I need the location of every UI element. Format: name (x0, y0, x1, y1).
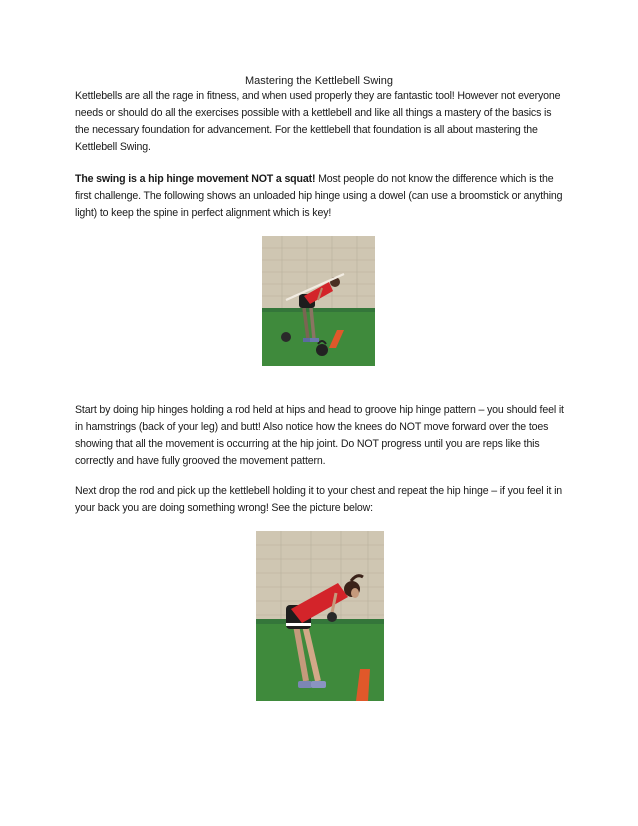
hip-hinge-emphasis: The swing is a hip hinge movement NOT a squat! (75, 173, 316, 185)
paragraph-rod-instructions: Start by doing hip hinges holding a rod held at hips and head to groove hip hinge pattern – you should feel it in hamstrings (back of your leg) and butt! Also notice how the knees do NOT move forward over the toes showing that all the movement is occurring at the hip joint. Do NOT progress until you are reps like this correctly and have fully grooved the movement pattern. (75, 404, 564, 467)
paragraph-kettlebell-instructions: Next drop the rod and pick up the kettlebell holding it to your chest and repeat the hip hinge – if you feel it in your back you are doing something wrong! See the picture below: (75, 485, 563, 514)
hip-hinge-kettlebell-illustration (256, 531, 384, 701)
paragraph-intro: Kettlebells are all the rage in fitness, and when used properly they are fantastic tool! However not everyone needs or should do all the exercises possible with a kettlebell and like all things a mastery of the basics is the necessary foundation for advancement. For the kettlebell that foundation is all about mastering the Kettlebell Swing. (75, 90, 561, 153)
hip-hinge-dowel-illustration (262, 236, 375, 366)
hip-hinge-dowel-photo (262, 236, 375, 366)
document-title: Mastering the Kettlebell Swing (245, 75, 393, 87)
paragraph-hip-hinge (75, 171, 567, 222)
hip-hinge-kettlebell-photo (256, 531, 384, 701)
hip-hinge-explanation: Most people do not know the difference which is the first challenge. The following shows an unloaded hip hinge using a dowel (can use a broomstick or anything light) to keep the spine in perfect alignment which is key! (75, 173, 563, 219)
